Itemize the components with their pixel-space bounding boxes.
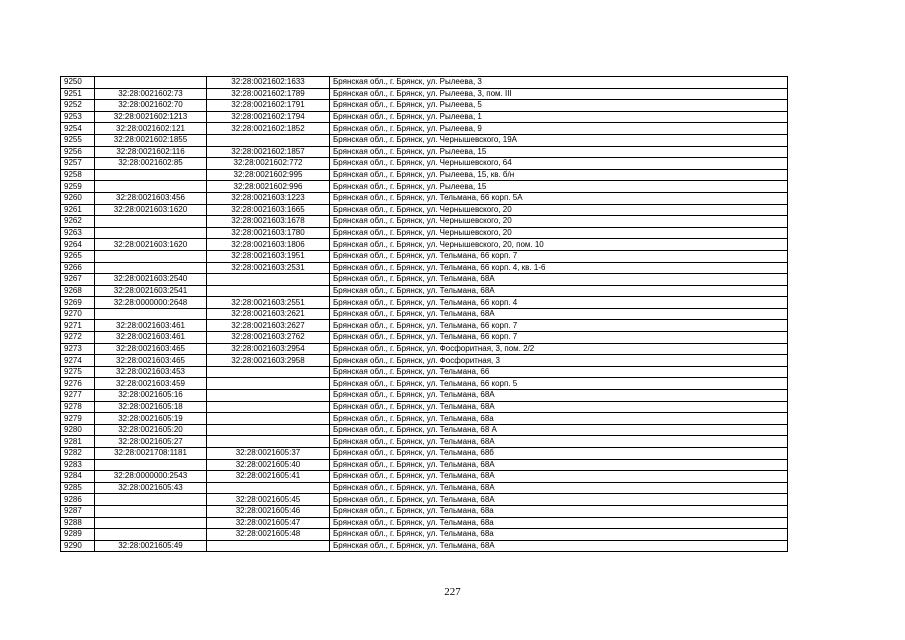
address-cell: Брянская обл., г. Брянск, ул. Чернышевского, 20 xyxy=(330,204,788,216)
table-row xyxy=(61,448,788,460)
row-number-cell: 9256 xyxy=(61,146,95,158)
land-cadastral-cell: 32:28:0021603:1620 xyxy=(95,239,207,251)
row-number-cell: 9258 xyxy=(61,169,95,181)
building-cadastral-cell xyxy=(207,540,330,552)
registry-table-container xyxy=(60,76,788,552)
land-cadastral-cell: 32:28:0021602:1855 xyxy=(95,134,207,146)
building-cadastral-cell: 32:28:0021603:2551 xyxy=(207,297,330,309)
address-cell: Брянская обл., г. Брянск, ул. Тельмана, 66 корп. 7 xyxy=(330,250,788,262)
table-row xyxy=(61,320,788,332)
building-cadastral-cell: 32:28:0021602:1789 xyxy=(207,88,330,100)
row-number-cell: 9267 xyxy=(61,274,95,286)
building-cadastral-cell xyxy=(207,285,330,297)
table-row xyxy=(61,88,788,100)
address-cell: Брянская обл., г. Брянск, ул. Тельмана, 68А xyxy=(330,285,788,297)
row-number-cell: 9265 xyxy=(61,250,95,262)
table-row xyxy=(61,134,788,146)
building-cadastral-cell: 32:28:0021602:1791 xyxy=(207,100,330,112)
address-cell: Брянская обл., г. Брянск, ул. Тельмана, 66 корп. 7 xyxy=(330,320,788,332)
row-number-cell: 9250 xyxy=(61,77,95,89)
row-number-cell: 9266 xyxy=(61,262,95,274)
row-number-cell: 9273 xyxy=(61,343,95,355)
row-number-cell: 9263 xyxy=(61,227,95,239)
registry-table-body xyxy=(61,77,788,552)
land-cadastral-cell: 32:28:0021605:19 xyxy=(95,413,207,425)
land-cadastral-cell: 32:28:0021708:1181 xyxy=(95,448,207,460)
address-cell: Брянская обл., г. Брянск, ул. Чернышевского, 20 xyxy=(330,227,788,239)
land-cadastral-cell: 32:28:0021602:85 xyxy=(95,158,207,170)
address-cell: Брянская обл., г. Брянск, ул. Тельмана, 66 корп. 4 xyxy=(330,297,788,309)
table-row xyxy=(61,227,788,239)
row-number-cell: 9251 xyxy=(61,88,95,100)
table-row xyxy=(61,308,788,320)
row-number-cell: 9259 xyxy=(61,181,95,193)
land-cadastral-cell: 32:28:0021603:461 xyxy=(95,332,207,344)
table-row xyxy=(61,146,788,158)
address-cell: Брянская обл., г. Брянск, ул. Тельмана, 68а xyxy=(330,517,788,529)
table-row xyxy=(61,390,788,402)
table-row xyxy=(61,355,788,367)
address-cell: Брянская обл., г. Брянск, ул. Чернышевского, 19А xyxy=(330,134,788,146)
row-number-cell: 9272 xyxy=(61,332,95,344)
land-cadastral-cell: 32:28:0021603:465 xyxy=(95,355,207,367)
row-number-cell: 9255 xyxy=(61,134,95,146)
building-cadastral-cell xyxy=(207,274,330,286)
table-row xyxy=(61,169,788,181)
table-row xyxy=(61,413,788,425)
building-cadastral-cell xyxy=(207,482,330,494)
building-cadastral-cell xyxy=(207,366,330,378)
row-number-cell: 9282 xyxy=(61,448,95,460)
address-cell: Брянская обл., г. Брянск, ул. Рылеева, 3 xyxy=(330,77,788,89)
row-number-cell: 9286 xyxy=(61,494,95,506)
table-row xyxy=(61,482,788,494)
building-cadastral-cell: 32:28:0021602:1852 xyxy=(207,123,330,135)
address-cell: Брянская обл., г. Брянск, ул. Тельмана, 68а xyxy=(330,529,788,541)
table-row xyxy=(61,343,788,355)
land-cadastral-cell: 32:28:0021602:73 xyxy=(95,88,207,100)
land-cadastral-cell: 32:28:0021605:18 xyxy=(95,401,207,413)
table-row xyxy=(61,274,788,286)
table-row xyxy=(61,494,788,506)
land-cadastral-cell: 32:28:0021602:70 xyxy=(95,100,207,112)
building-cadastral-cell: 32:28:0021602:996 xyxy=(207,181,330,193)
address-cell: Брянская обл., г. Брянск, ул. Рылеева, 3, пом. III xyxy=(330,88,788,100)
address-cell: Брянская обл., г. Брянск, ул. Тельмана, 68б xyxy=(330,448,788,460)
table-row xyxy=(61,505,788,517)
row-number-cell: 9285 xyxy=(61,482,95,494)
row-number-cell: 9290 xyxy=(61,540,95,552)
land-cadastral-cell xyxy=(95,169,207,181)
land-cadastral-cell: 32:28:0021603:453 xyxy=(95,366,207,378)
table-row xyxy=(61,285,788,297)
address-cell: Брянская обл., г. Брянск, ул. Тельмана, 68А xyxy=(330,436,788,448)
table-row xyxy=(61,100,788,112)
land-cadastral-cell xyxy=(95,77,207,89)
land-cadastral-cell: 32:28:0021603:459 xyxy=(95,378,207,390)
building-cadastral-cell: 32:28:0021603:2762 xyxy=(207,332,330,344)
row-number-cell: 9279 xyxy=(61,413,95,425)
address-cell: Брянская обл., г. Брянск, ул. Тельмана, 68А xyxy=(330,390,788,402)
building-cadastral-cell: 32:28:0021603:2954 xyxy=(207,343,330,355)
address-cell: Брянская обл., г. Брянск, ул. Тельмана, 68А xyxy=(330,274,788,286)
building-cadastral-cell xyxy=(207,134,330,146)
row-number-cell: 9260 xyxy=(61,192,95,204)
row-number-cell: 9275 xyxy=(61,366,95,378)
address-cell: Брянская обл., г. Брянск, ул. Тельмана, 68А xyxy=(330,401,788,413)
address-cell: Брянская обл., г. Брянск, ул. Рылеева, 15, кв. б/н xyxy=(330,169,788,181)
land-cadastral-cell xyxy=(95,262,207,274)
row-number-cell: 9269 xyxy=(61,297,95,309)
building-cadastral-cell: 32:28:0021605:48 xyxy=(207,529,330,541)
building-cadastral-cell: 32:28:0021605:37 xyxy=(207,448,330,460)
row-number-cell: 9270 xyxy=(61,308,95,320)
land-cadastral-cell: 32:28:0021602:1213 xyxy=(95,111,207,123)
table-row xyxy=(61,459,788,471)
building-cadastral-cell xyxy=(207,424,330,436)
land-cadastral-cell xyxy=(95,494,207,506)
land-cadastral-cell xyxy=(95,227,207,239)
building-cadastral-cell: 32:28:0021602:1633 xyxy=(207,77,330,89)
land-cadastral-cell: 32:28:0021603:1620 xyxy=(95,204,207,216)
land-cadastral-cell: 32:28:0021605:49 xyxy=(95,540,207,552)
row-number-cell: 9271 xyxy=(61,320,95,332)
building-cadastral-cell xyxy=(207,390,330,402)
building-cadastral-cell xyxy=(207,413,330,425)
address-cell: Брянская обл., г. Брянск, ул. Тельмана, 68а xyxy=(330,413,788,425)
land-cadastral-cell: 32:28:0021603:2541 xyxy=(95,285,207,297)
address-cell: Брянская обл., г. Брянск, ул. Тельмана, 68а xyxy=(330,505,788,517)
building-cadastral-cell: 32:28:0021602:772 xyxy=(207,158,330,170)
table-row xyxy=(61,192,788,204)
land-cadastral-cell xyxy=(95,216,207,228)
land-cadastral-cell xyxy=(95,505,207,517)
address-cell: Брянская обл., г. Брянск, ул. Фосфоритная, 3 xyxy=(330,355,788,367)
address-cell: Брянская обл., г. Брянск, ул. Тельмана, 66 корп. 7 xyxy=(330,332,788,344)
building-cadastral-cell: 32:28:0021603:1223 xyxy=(207,192,330,204)
table-row xyxy=(61,111,788,123)
table-row xyxy=(61,239,788,251)
row-number-cell: 9274 xyxy=(61,355,95,367)
row-number-cell: 9257 xyxy=(61,158,95,170)
address-cell: Брянская обл., г. Брянск, ул. Тельмана, 68А xyxy=(330,482,788,494)
building-cadastral-cell: 32:28:0021602:1857 xyxy=(207,146,330,158)
table-row xyxy=(61,250,788,262)
table-row xyxy=(61,297,788,309)
address-cell: Брянская обл., г. Брянск, ул. Тельмана, 68А xyxy=(330,471,788,483)
table-row xyxy=(61,517,788,529)
table-row xyxy=(61,204,788,216)
table-row xyxy=(61,471,788,483)
registry-table xyxy=(60,76,788,552)
address-cell: Брянская обл., г. Брянск, ул. Рылеева, 15 xyxy=(330,181,788,193)
table-row xyxy=(61,123,788,135)
table-row xyxy=(61,332,788,344)
land-cadastral-cell: 32:28:0000000:2543 xyxy=(95,471,207,483)
table-row xyxy=(61,401,788,413)
table-row xyxy=(61,436,788,448)
table-row xyxy=(61,181,788,193)
land-cadastral-cell: 32:28:0021603:2540 xyxy=(95,274,207,286)
building-cadastral-cell: 32:28:0021603:1951 xyxy=(207,250,330,262)
table-row xyxy=(61,77,788,89)
building-cadastral-cell: 32:28:0021603:2621 xyxy=(207,308,330,320)
building-cadastral-cell: 32:28:0021602:995 xyxy=(207,169,330,181)
address-cell: Брянская обл., г. Брянск, ул. Тельмана, 68 А xyxy=(330,424,788,436)
land-cadastral-cell: 32:28:0000000:2648 xyxy=(95,297,207,309)
address-cell: Брянская обл., г. Брянск, ул. Рылеева, 5 xyxy=(330,100,788,112)
row-number-cell: 9289 xyxy=(61,529,95,541)
building-cadastral-cell: 32:28:0021605:40 xyxy=(207,459,330,471)
land-cadastral-cell: 32:28:0021602:121 xyxy=(95,123,207,135)
row-number-cell: 9262 xyxy=(61,216,95,228)
address-cell: Брянская обл., г. Брянск, ул. Рылеева, 9 xyxy=(330,123,788,135)
land-cadastral-cell xyxy=(95,250,207,262)
building-cadastral-cell: 32:28:0021603:1806 xyxy=(207,239,330,251)
row-number-cell: 9261 xyxy=(61,204,95,216)
land-cadastral-cell xyxy=(95,529,207,541)
building-cadastral-cell xyxy=(207,401,330,413)
building-cadastral-cell xyxy=(207,378,330,390)
land-cadastral-cell: 32:28:0021602:116 xyxy=(95,146,207,158)
address-cell: Брянская обл., г. Брянск, ул. Чернышевского, 20 xyxy=(330,216,788,228)
table-row xyxy=(61,424,788,436)
building-cadastral-cell: 32:28:0021603:2531 xyxy=(207,262,330,274)
land-cadastral-cell: 32:28:0021605:16 xyxy=(95,390,207,402)
address-cell: Брянская обл., г. Брянск, ул. Тельмана, 68А xyxy=(330,459,788,471)
address-cell: Брянская обл., г. Брянск, ул. Фосфоритная, 3, пом. 2/2 xyxy=(330,343,788,355)
land-cadastral-cell: 32:28:0021603:461 xyxy=(95,320,207,332)
row-number-cell: 9254 xyxy=(61,123,95,135)
table-row xyxy=(61,216,788,228)
building-cadastral-cell: 32:28:0021605:47 xyxy=(207,517,330,529)
row-number-cell: 9280 xyxy=(61,424,95,436)
building-cadastral-cell xyxy=(207,436,330,448)
address-cell: Брянская обл., г. Брянск, ул. Рылеева, 1 xyxy=(330,111,788,123)
land-cadastral-cell xyxy=(95,517,207,529)
row-number-cell: 9278 xyxy=(61,401,95,413)
row-number-cell: 9252 xyxy=(61,100,95,112)
address-cell: Брянская обл., г. Брянск, ул. Тельмана, 68А xyxy=(330,540,788,552)
land-cadastral-cell: 32:28:0021605:43 xyxy=(95,482,207,494)
building-cadastral-cell: 32:28:0021605:46 xyxy=(207,505,330,517)
table-row xyxy=(61,378,788,390)
land-cadastral-cell: 32:28:0021603:456 xyxy=(95,192,207,204)
building-cadastral-cell: 32:28:0021605:41 xyxy=(207,471,330,483)
address-cell: Брянская обл., г. Брянск, ул. Чернышевского, 20, пом. 10 xyxy=(330,239,788,251)
row-number-cell: 9268 xyxy=(61,285,95,297)
building-cadastral-cell: 32:28:0021603:2627 xyxy=(207,320,330,332)
building-cadastral-cell: 32:28:0021605:45 xyxy=(207,494,330,506)
address-cell: Брянская обл., г. Брянск, ул. Тельмана, 66 корп. 4, кв. 1-6 xyxy=(330,262,788,274)
row-number-cell: 9253 xyxy=(61,111,95,123)
address-cell: Брянская обл., г. Брянск, ул. Тельмана, 68А xyxy=(330,494,788,506)
address-cell: Брянская обл., г. Брянск, ул. Тельмана, 66 xyxy=(330,366,788,378)
land-cadastral-cell xyxy=(95,459,207,471)
row-number-cell: 9264 xyxy=(61,239,95,251)
table-row xyxy=(61,366,788,378)
land-cadastral-cell xyxy=(95,181,207,193)
row-number-cell: 9288 xyxy=(61,517,95,529)
row-number-cell: 9287 xyxy=(61,505,95,517)
address-cell: Брянская обл., г. Брянск, ул. Тельмана, 66 корп. 5 xyxy=(330,378,788,390)
table-row xyxy=(61,529,788,541)
row-number-cell: 9281 xyxy=(61,436,95,448)
row-number-cell: 9277 xyxy=(61,390,95,402)
address-cell: Брянская обл., г. Брянск, ул. Тельмана, 68А xyxy=(330,308,788,320)
building-cadastral-cell: 32:28:0021603:1678 xyxy=(207,216,330,228)
address-cell: Брянская обл., г. Брянск, ул. Тельмана, 66 корп. 5А xyxy=(330,192,788,204)
land-cadastral-cell: 32:28:0021605:27 xyxy=(95,436,207,448)
building-cadastral-cell: 32:28:0021602:1794 xyxy=(207,111,330,123)
table-row xyxy=(61,158,788,170)
row-number-cell: 9276 xyxy=(61,378,95,390)
building-cadastral-cell: 32:28:0021603:1780 xyxy=(207,227,330,239)
land-cadastral-cell: 32:28:0021603:465 xyxy=(95,343,207,355)
land-cadastral-cell: 32:28:0021605:20 xyxy=(95,424,207,436)
land-cadastral-cell xyxy=(95,308,207,320)
building-cadastral-cell: 32:28:0021603:1665 xyxy=(207,204,330,216)
row-number-cell: 9283 xyxy=(61,459,95,471)
table-row xyxy=(61,262,788,274)
row-number-cell: 9284 xyxy=(61,471,95,483)
address-cell: Брянская обл., г. Брянск, ул. Чернышевского, 64 xyxy=(330,158,788,170)
page-number: 227 xyxy=(444,586,461,598)
table-row xyxy=(61,540,788,552)
building-cadastral-cell: 32:28:0021603:2958 xyxy=(207,355,330,367)
address-cell: Брянская обл., г. Брянск, ул. Рылеева, 15 xyxy=(330,146,788,158)
